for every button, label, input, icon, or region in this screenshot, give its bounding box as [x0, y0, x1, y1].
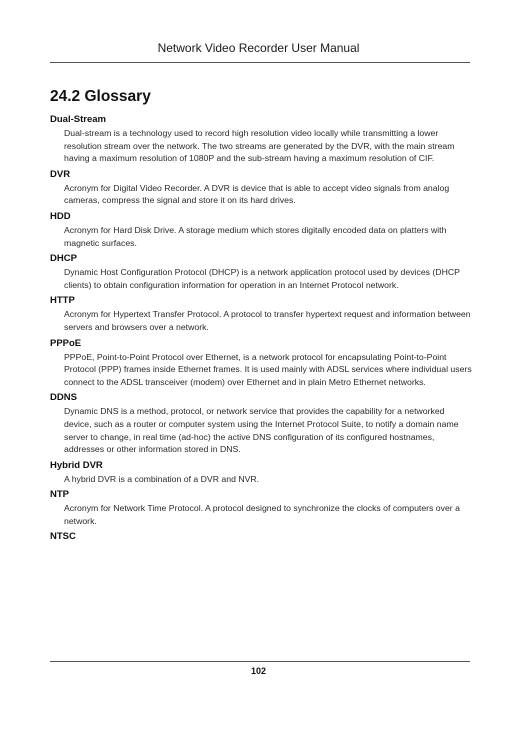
glossary-term: Dual-Stream — [50, 114, 106, 125]
glossary-list — [50, 113, 472, 544]
glossary-entry-hybrid-dvr — [50, 459, 472, 486]
section-title: 24.2 Glossary — [50, 88, 151, 105]
glossary-definition: Acronym for Hypertext Transfer Protocol. A protocol to transfer hypertext request and information between servers and browsers over a network. — [64, 309, 471, 332]
glossary-term: DDNS — [50, 392, 77, 404]
page-number: 102 — [250, 666, 267, 676]
glossary-entry-ntp — [50, 488, 472, 527]
glossary-entry-pppoe — [50, 337, 472, 389]
glossary-definition: Acronym for Network Time Protocol. A protocol designed to synchronize the clocks of computers over a network. — [64, 503, 460, 526]
glossary-term: DVR — [50, 168, 71, 180]
glossary-entry-dual-stream — [50, 113, 472, 165]
glossary-entry-ntsc — [50, 530, 472, 543]
glossary-term: PPPoE — [50, 337, 82, 349]
running-header: Network Video Recorder User Manual — [157, 41, 360, 55]
glossary-term: NTSC — [50, 531, 76, 543]
glossary-entry-dvr — [50, 168, 472, 207]
glossary-definition: A hybrid DVR is a combination of a DVR and NVR. — [64, 473, 260, 484]
glossary-definition: Dynamic Host Configuration Protocol (DHCP) is a network application protocol used by devices (DHCP clients) to obtain configuration information for operation in an Internet Protocol network. — [64, 267, 460, 290]
glossary-entry-ddns — [50, 391, 472, 455]
header-divider — [50, 62, 470, 63]
glossary-entry-dhcp — [50, 252, 472, 291]
glossary-definition: Dual-stream is a technology used to record high resolution video locally while transmitting a lower resolution stream over the network. The two streams are generated by the DVR, with the main stream having a maximum resolution of 1080P and the sub-stream having a maximum resolution of CIF. — [64, 128, 455, 164]
glossary-term: NTP — [50, 489, 69, 501]
glossary-entry-http — [50, 294, 472, 333]
glossary-term: DHCP — [50, 253, 77, 265]
glossary-term: HDD — [50, 210, 71, 222]
glossary-definition: PPPoE, Point-to-Point Protocol over Ethernet, is a network protocol for encapsulating Point-to-Point Protocol (PPP) frames inside Ethernet frames. It is used mainly with ADSL services where individual users connect to the ADSL transceiver (modem) over Ethernet and in plain Metro Ethernet networks. — [64, 351, 472, 387]
footer-divider — [50, 661, 470, 662]
glossary-definition: Dynamic DNS is a method, protocol, or network service that provides the capability for a networked device, such as a router or computer system using the Internet Protocol Suite, to notify a domain name server to change, in real time (ad-hoc) the active DNS configuration of its configured hostnames, addresses or other information stored in DNS. — [64, 406, 459, 455]
glossary-entry-hdd — [50, 210, 472, 249]
glossary-term: Hybrid DVR — [50, 459, 103, 471]
glossary-term: HTTP — [50, 295, 75, 307]
glossary-definition: Acronym for Digital Video Recorder. A DVR is device that is able to accept video signals from analog cameras, compress the signal and store it on its hard drives. — [64, 182, 450, 206]
glossary-definition: Acronym for Hard Disk Drive. A storage medium which stores digitally encoded data on platters with magnetic surfaces. — [64, 224, 447, 248]
